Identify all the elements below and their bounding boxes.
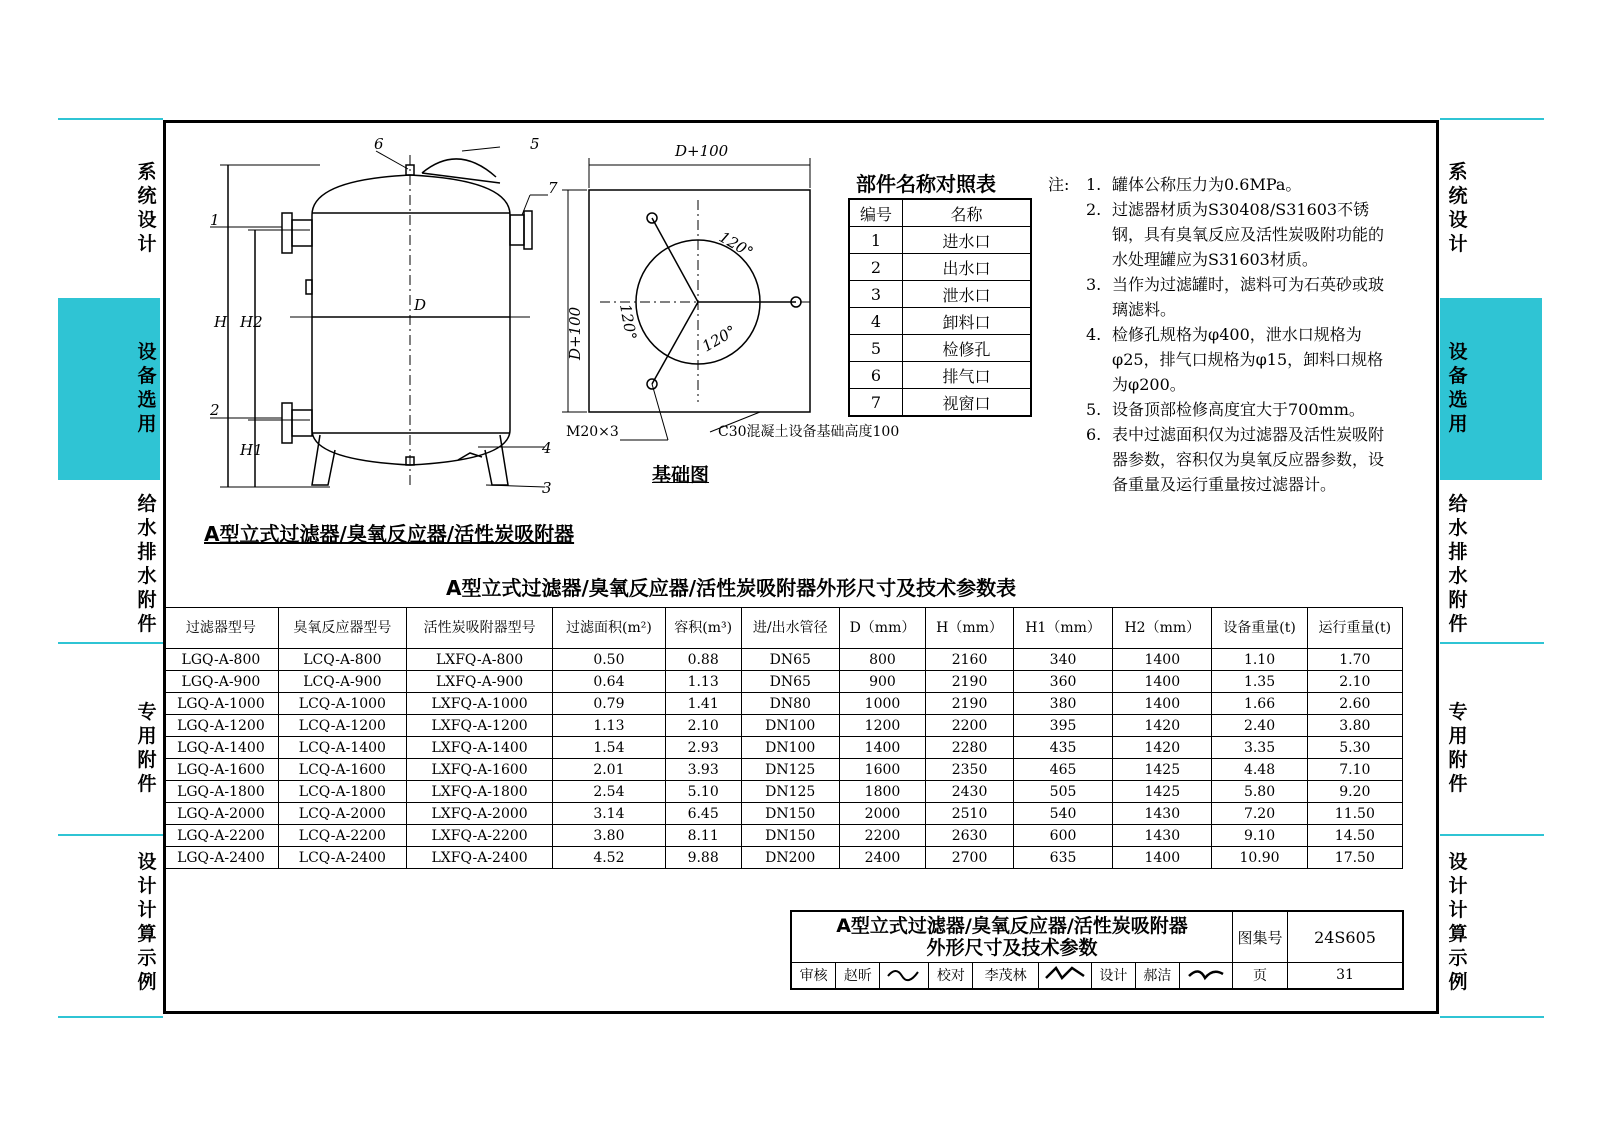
note-number: 1.: [1086, 175, 1102, 194]
param-cell: 2200: [926, 715, 1014, 737]
part-name: 进水口: [903, 227, 1032, 254]
param-header-cell: 运行重量(t): [1307, 608, 1402, 649]
param-row: [164, 781, 1403, 803]
param-cell: 9.88: [665, 847, 741, 869]
param-cell: 1420: [1113, 715, 1212, 737]
param-cell: 380: [1013, 693, 1112, 715]
dim-H: H: [214, 313, 228, 331]
param-cell: 9.20: [1307, 781, 1402, 803]
param-header-cell: 进/出水管径: [741, 608, 839, 649]
param-cell: 6.45: [665, 803, 741, 825]
param-cell: 17.50: [1307, 847, 1402, 869]
param-cell: 800: [839, 649, 925, 671]
right-tab-equipment[interactable]: 设备选用: [1448, 341, 1468, 435]
param-cell: DN80: [741, 693, 839, 715]
part-name: 排气口: [903, 362, 1032, 389]
param-cell: 2200: [839, 825, 925, 847]
param-cell: DN65: [741, 671, 839, 693]
param-header-cell: 设备重量(t): [1212, 608, 1307, 649]
param-cell: 2400: [839, 847, 925, 869]
checker-signature: [1038, 963, 1091, 989]
param-cell: LXFQ-A-2000: [406, 803, 552, 825]
designer-signature: [1180, 963, 1233, 989]
dim-top: D+100: [675, 142, 729, 160]
param-header-cell: 过滤面积(m²): [553, 608, 665, 649]
param-cell: 3.80: [553, 825, 665, 847]
param-cell: LXFQ-A-1200: [406, 715, 552, 737]
param-header-cell: D（mm）: [839, 608, 925, 649]
right-tab-accessories[interactable]: 给水排水附件: [1448, 493, 1468, 635]
parts-row: [849, 227, 1031, 254]
dim-side: D+100: [566, 306, 584, 360]
param-cell: 0.64: [553, 671, 665, 693]
param-cell: 2350: [926, 759, 1014, 781]
param-cell: 1800: [839, 781, 925, 803]
note-number: 5.: [1086, 400, 1102, 419]
param-cell: LGQ-A-1600: [164, 759, 279, 781]
param-cell: LXFQ-A-1600: [406, 759, 552, 781]
param-row: [164, 715, 1403, 737]
param-cell: 3.35: [1212, 737, 1307, 759]
param-cell: LGQ-A-1000: [164, 693, 279, 715]
param-cell: 1.41: [665, 693, 741, 715]
label-4: 4: [542, 439, 552, 457]
param-cell: LCQ-A-1600: [278, 759, 406, 781]
param-header-row: [164, 608, 1403, 649]
parts-table: [848, 198, 1032, 417]
left-tab-system-design[interactable]: 系统设计: [137, 161, 157, 255]
parts-row: [849, 281, 1031, 308]
param-cell: 2510: [926, 803, 1014, 825]
drawing-title: A型立式过滤器/臭氧反应器/活性炭吸附器: [204, 522, 575, 546]
title-line1: A型立式过滤器/臭氧反应器/活性炭吸附器: [836, 915, 1188, 937]
param-cell: 540: [1013, 803, 1112, 825]
note-item: [1086, 422, 1391, 497]
param-cell: 5.80: [1212, 781, 1307, 803]
param-cell: LCQ-A-1800: [278, 781, 406, 803]
param-cell: LCQ-A-1200: [278, 715, 406, 737]
param-row: [164, 847, 1403, 869]
parts-row: [849, 389, 1031, 417]
param-cell: 1400: [1113, 847, 1212, 869]
param-cell: 2160: [926, 649, 1014, 671]
part-name: 出水口: [903, 254, 1032, 281]
param-cell: LGQ-A-2200: [164, 825, 279, 847]
note-item: [1086, 322, 1391, 397]
note-text: 表中过滤面积仅为过滤器及活性炭吸附器参数，容积仅为臭氧反应器参数，设备重量及运行重量按过滤器计。: [1112, 425, 1385, 494]
param-cell: 7.20: [1212, 803, 1307, 825]
note-number: 4.: [1086, 325, 1102, 344]
param-cell: LXFQ-A-2400: [406, 847, 552, 869]
param-cell: 3.80: [1307, 715, 1402, 737]
bolt-label: M20×3: [566, 424, 619, 440]
param-table-title: A型立式过滤器/臭氧反应器/活性炭吸附器外形尺寸及技术参数表: [446, 576, 1017, 600]
parts-row: [849, 308, 1031, 335]
param-table: [163, 607, 1403, 869]
param-cell: 2430: [926, 781, 1014, 803]
param-cell: DN150: [741, 825, 839, 847]
param-cell: LGQ-A-800: [164, 649, 279, 671]
part-number: 7: [849, 389, 903, 417]
parts-row: [849, 254, 1031, 281]
param-cell: 465: [1013, 759, 1112, 781]
note-item: [1086, 172, 1391, 197]
param-cell: 1.13: [553, 715, 665, 737]
label-2: 2: [210, 401, 220, 419]
foundation-caption: 基础图: [652, 464, 710, 486]
parts-header-name: 名称: [903, 199, 1032, 227]
left-tab-equipment[interactable]: 设备选用: [137, 341, 157, 435]
label-3: 3: [542, 479, 552, 497]
param-cell: 1200: [839, 715, 925, 737]
label-5: 5: [530, 135, 540, 153]
param-cell: LCQ-A-2400: [278, 847, 406, 869]
part-number: 3: [849, 281, 903, 308]
param-cell: 3.14: [553, 803, 665, 825]
param-cell: 5.30: [1307, 737, 1402, 759]
param-cell: DN200: [741, 847, 839, 869]
param-cell: 3.93: [665, 759, 741, 781]
left-tab-accessories[interactable]: 给水排水附件: [137, 493, 157, 635]
notes-list: [1086, 172, 1391, 497]
angle-3: 120°: [699, 321, 740, 356]
param-cell: LCQ-A-1000: [278, 693, 406, 715]
param-cell: LGQ-A-1400: [164, 737, 279, 759]
note-number: 2.: [1086, 200, 1102, 219]
param-row: [164, 803, 1403, 825]
param-cell: DN150: [741, 803, 839, 825]
review-label: 审核: [791, 963, 836, 989]
param-cell: 2700: [926, 847, 1014, 869]
param-cell: LGQ-A-900: [164, 671, 279, 693]
param-cell: LGQ-A-1800: [164, 781, 279, 803]
param-cell: 1000: [839, 693, 925, 715]
param-cell: 2630: [926, 825, 1014, 847]
label-7: 7: [548, 179, 558, 197]
param-cell: 2.60: [1307, 693, 1402, 715]
param-cell: LXFQ-A-1400: [406, 737, 552, 759]
part-number: 6: [849, 362, 903, 389]
note-item: [1086, 197, 1391, 272]
param-cell: DN125: [741, 781, 839, 803]
check-label: 校对: [929, 963, 973, 989]
param-header-cell: H（mm）: [926, 608, 1014, 649]
param-cell: LCQ-A-2000: [278, 803, 406, 825]
param-cell: 1400: [1113, 649, 1212, 671]
parts-header-no: 编号: [849, 199, 903, 227]
param-cell: LXFQ-A-2200: [406, 825, 552, 847]
param-cell: 340: [1013, 649, 1112, 671]
param-cell: 1400: [1113, 693, 1212, 715]
vessel-drawing: [200, 135, 560, 515]
param-cell: 14.50: [1307, 825, 1402, 847]
param-cell: LCQ-A-900: [278, 671, 406, 693]
checker: 李茂林: [973, 963, 1038, 989]
param-cell: 1420: [1113, 737, 1212, 759]
param-header-cell: H2（mm）: [1113, 608, 1212, 649]
parts-row: [849, 335, 1031, 362]
param-cell: LGQ-A-2400: [164, 847, 279, 869]
param-cell: 2.10: [665, 715, 741, 737]
part-name: 检修孔: [903, 335, 1032, 362]
title-line2: 外形尺寸及技术参数: [926, 937, 1098, 959]
part-name: 卸料口: [903, 308, 1032, 335]
param-cell: 505: [1013, 781, 1112, 803]
param-cell: 635: [1013, 847, 1112, 869]
note-text: 罐体公称压力为0.6MPa。: [1112, 175, 1302, 194]
param-cell: 900: [839, 671, 925, 693]
param-cell: 1.66: [1212, 693, 1307, 715]
param-cell: 2190: [926, 671, 1014, 693]
param-cell: 2.40: [1212, 715, 1307, 737]
note-number: 3.: [1086, 275, 1102, 294]
param-cell: 435: [1013, 737, 1112, 759]
param-cell: 2280: [926, 737, 1014, 759]
note-text: 过滤器材质为S30408/S31603不锈钢，具有臭氧反应及活性炭吸附功能的水处理罐应为S31603材质。: [1112, 200, 1385, 269]
param-cell: LCQ-A-1400: [278, 737, 406, 759]
left-tab-examples[interactable]: 设计计算示例: [137, 851, 157, 993]
param-cell: 9.10: [1212, 825, 1307, 847]
left-tab-special[interactable]: 专用附件: [137, 701, 157, 795]
param-header-cell: 容积(m³): [665, 608, 741, 649]
param-cell: LXFQ-A-900: [406, 671, 552, 693]
param-cell: 1400: [1113, 671, 1212, 693]
param-cell: 2.93: [665, 737, 741, 759]
notes-label: 注:: [1048, 175, 1070, 194]
param-cell: 0.79: [553, 693, 665, 715]
param-cell: 2000: [839, 803, 925, 825]
param-cell: 0.50: [553, 649, 665, 671]
part-number: 4: [849, 308, 903, 335]
param-cell: 1.13: [665, 671, 741, 693]
param-cell: LGQ-A-2000: [164, 803, 279, 825]
atlas-label: 图集号: [1233, 911, 1288, 963]
dim-H2: H2: [240, 313, 263, 331]
param-row: [164, 693, 1403, 715]
param-cell: 7.10: [1307, 759, 1402, 781]
right-tab-examples[interactable]: 设计计算示例: [1448, 851, 1468, 993]
part-name: 视窗口: [903, 389, 1032, 417]
param-cell: 600: [1013, 825, 1112, 847]
param-row: [164, 671, 1403, 693]
param-cell: 360: [1013, 671, 1112, 693]
angle-2: 120°: [616, 302, 641, 342]
note-item: [1086, 272, 1391, 322]
page-no: 31: [1288, 963, 1404, 989]
note-number: 6.: [1086, 425, 1102, 444]
angle-1: 120°: [716, 227, 757, 262]
param-header-cell: H1（mm）: [1013, 608, 1112, 649]
dim-H1: H1: [240, 441, 263, 459]
param-cell: 2.01: [553, 759, 665, 781]
param-cell: 8.11: [665, 825, 741, 847]
param-cell: DN125: [741, 759, 839, 781]
param-header-cell: 活性炭吸附器型号: [406, 608, 552, 649]
param-cell: 1.54: [553, 737, 665, 759]
note-text: 检修孔规格为φ400，泄水口规格为φ25，排气口规格为φ15，卸料口规格为φ200。: [1112, 325, 1384, 394]
param-row: [164, 649, 1403, 671]
param-cell: LXFQ-A-1800: [406, 781, 552, 803]
param-cell: 1425: [1113, 781, 1212, 803]
param-row: [164, 825, 1403, 847]
param-cell: 1.35: [1212, 671, 1307, 693]
param-cell: 2.10: [1307, 671, 1402, 693]
part-number: 1: [849, 227, 903, 254]
part-name: 泄水口: [903, 281, 1032, 308]
param-cell: LGQ-A-1200: [164, 715, 279, 737]
param-cell: 1430: [1113, 803, 1212, 825]
param-header-cell: 臭氧反应器型号: [278, 608, 406, 649]
atlas-no: 24S605: [1288, 911, 1404, 963]
param-cell: 5.10: [665, 781, 741, 803]
page-label: 页: [1233, 963, 1288, 989]
title-block: [790, 910, 1404, 990]
param-cell: 395: [1013, 715, 1112, 737]
part-number: 2: [849, 254, 903, 281]
param-cell: 1600: [839, 759, 925, 781]
param-row: [164, 759, 1403, 781]
param-cell: 0.88: [665, 649, 741, 671]
right-tab-special[interactable]: 专用附件: [1448, 701, 1468, 795]
param-cell: DN100: [741, 737, 839, 759]
label-1: 1: [210, 211, 220, 229]
note-item: [1086, 397, 1391, 422]
param-cell: DN65: [741, 649, 839, 671]
note-text: 当作为过滤罐时，滤料可为石英砂或玻璃滤料。: [1112, 275, 1385, 319]
param-cell: 1400: [839, 737, 925, 759]
param-cell: 2.54: [553, 781, 665, 803]
param-cell: 1425: [1113, 759, 1212, 781]
param-cell: LCQ-A-800: [278, 649, 406, 671]
right-tab-system-design[interactable]: 系统设计: [1448, 161, 1468, 255]
param-cell: 10.90: [1212, 847, 1307, 869]
part-number: 5: [849, 335, 903, 362]
param-header-cell: 过滤器型号: [164, 608, 279, 649]
param-cell: 1430: [1113, 825, 1212, 847]
param-cell: 11.50: [1307, 803, 1402, 825]
param-cell: 1.70: [1307, 649, 1402, 671]
reviewer-signature: [880, 963, 929, 989]
param-row: [164, 737, 1403, 759]
param-cell: 2190: [926, 693, 1014, 715]
param-cell: LXFQ-A-1000: [406, 693, 552, 715]
parts-table-title: 部件名称对照表: [856, 172, 996, 196]
reviewer: 赵昕: [836, 963, 880, 989]
param-cell: 4.48: [1212, 759, 1307, 781]
note-text: 设备顶部检修高度宜大于700mm。: [1112, 400, 1365, 419]
param-cell: 4.52: [553, 847, 665, 869]
dim-D: D: [414, 296, 427, 314]
label-6: 6: [374, 135, 384, 153]
param-cell: 1.10: [1212, 649, 1307, 671]
foundation-note: C30混凝土设备基础高度100: [718, 424, 900, 440]
design-label: 设计: [1091, 963, 1135, 989]
param-cell: DN100: [741, 715, 839, 737]
param-cell: LXFQ-A-800: [406, 649, 552, 671]
parts-row: [849, 362, 1031, 389]
param-cell: LCQ-A-2200: [278, 825, 406, 847]
designer: 郝洁: [1135, 963, 1179, 989]
